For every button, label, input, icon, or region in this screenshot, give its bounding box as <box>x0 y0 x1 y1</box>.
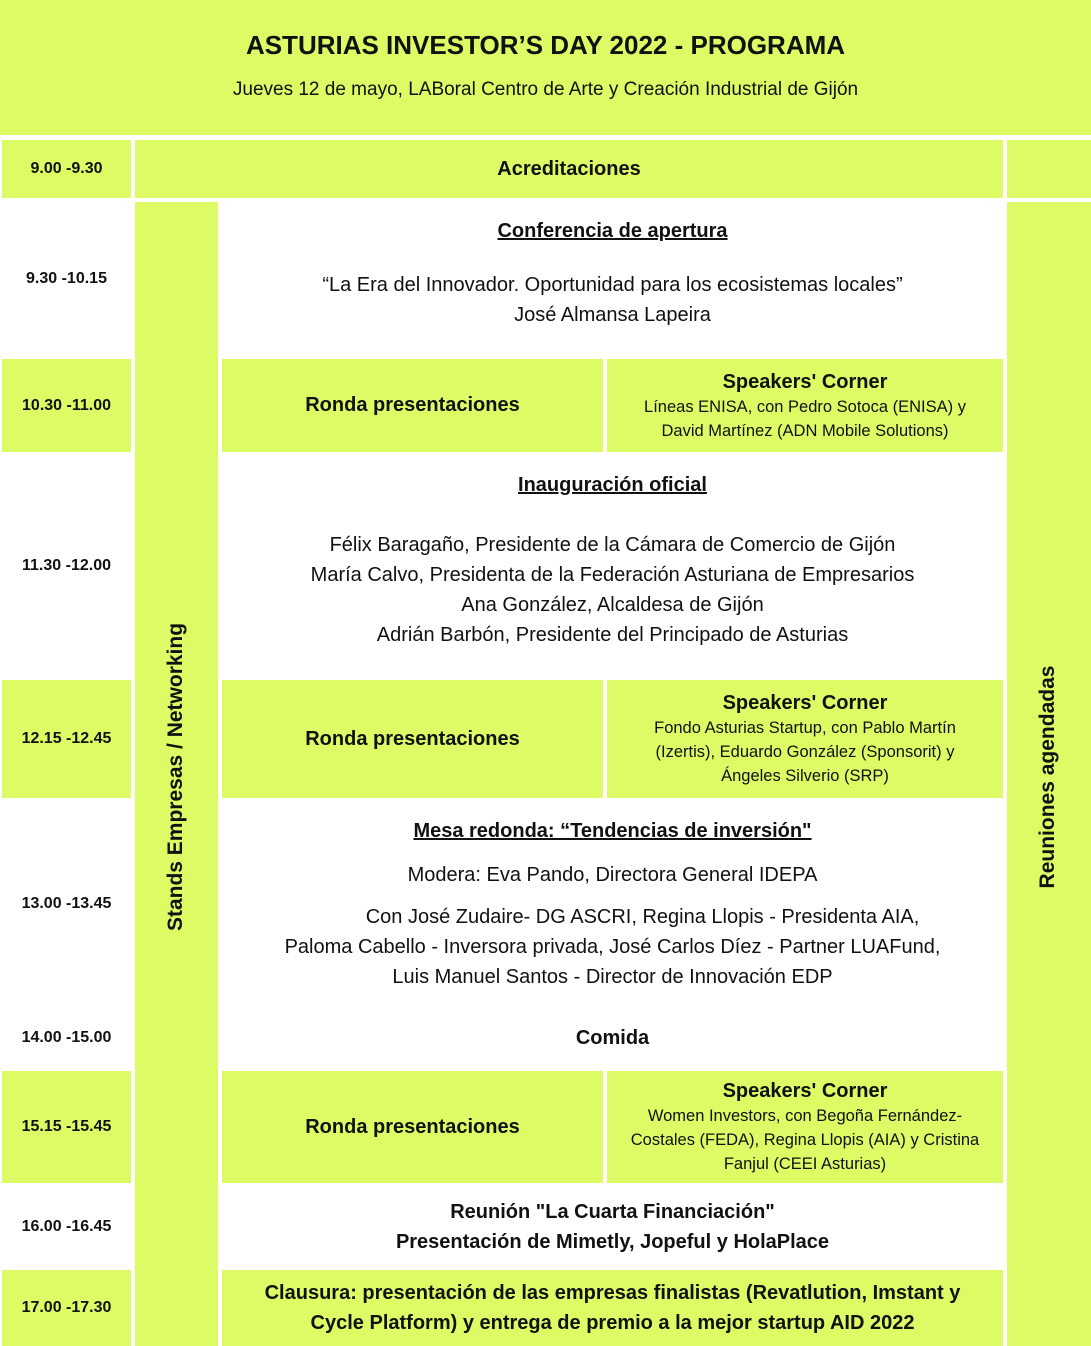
ronda-presentaciones: Ronda presentaciones <box>222 680 603 798</box>
page-title: ASTURIAS INVESTOR’S DAY 2022 - PROGRAMA <box>245 30 846 60</box>
header <box>0 0 1091 135</box>
time-cell: 12.15 -12.45 <box>2 680 131 798</box>
session-line: Presentación de Mimetly, Jopeful y HolaPlace <box>395 1230 830 1253</box>
speakers-line: David Martínez (ADN Mobile Solutions) <box>661 421 949 440</box>
session-line: Cycle Platform) y entrega de premio a la mejor startup AID 2022 <box>310 1312 915 1334</box>
session-line: Con José Zudaire- DG ASCRI, Regina Llopis - Presidenta AIA, <box>365 906 920 928</box>
reuniones-label: Reuniones agendadas <box>1036 665 1059 889</box>
session-line: Paloma Cabello - Inversora privada, José Carlos Díez - Partner LUAFund, <box>284 936 941 958</box>
speakers-line: Fondo Asturias Startup, con Pablo Martín <box>654 719 956 737</box>
session-cuarta-financiacion <box>222 1187 1003 1266</box>
ronda-presentaciones: Ronda presentaciones <box>222 359 603 452</box>
session-line: Clausura: presentación de las empresas finalistas (Revatlution, Imstant y <box>264 1282 961 1304</box>
right-column-top <box>1007 140 1091 198</box>
speakers-line: Líneas ENISA, con Pedro Sotoca (ENISA) y <box>644 397 966 416</box>
speakers-corner-title: Speakers' Corner <box>722 370 888 393</box>
time-cell: 14.00 -15.00 <box>2 1009 131 1067</box>
speakers-line: Ángeles Silverio (SRP) <box>721 767 889 785</box>
time-cell: 17.00 -17.30 <box>2 1270 131 1346</box>
session-acreditaciones: Acreditaciones <box>135 140 1003 198</box>
time-cell: 9.30 -10.15 <box>2 202 131 356</box>
session-line: Adrián Barbón, Presidente del Principado de Asturias <box>376 624 849 646</box>
speakers-corner-title: Speakers' Corner <box>722 1080 888 1102</box>
session-inauguracion <box>222 456 1003 676</box>
session-line: Luis Manuel Santos - Director de Innovación EDP <box>392 966 833 988</box>
session-line: Ana González, Alcaldesa de Gijón <box>461 594 764 616</box>
speakers-line: Costales (FEDA), Regina Llopis (AIA) y Cristina <box>630 1131 980 1149</box>
speakers-corner <box>607 680 1003 798</box>
time-cell: 11.30 -12.00 <box>2 456 131 676</box>
session-line: “La Era del Innovador. Oportunidad para los ecosistemas locales” <box>322 274 903 296</box>
session-line: María Calvo, Presidenta de la Federación Asturiana de Empresarios <box>310 564 915 586</box>
session-moderator: Modera: Eva Pando, Directora General IDEPA <box>407 864 818 886</box>
speakers-line: Women Investors, con Begoña Fernández- <box>647 1107 963 1125</box>
session-title: Conferencia de apertura <box>497 220 728 242</box>
speakers-line: Fanjul (CEEI Asturias) <box>723 1155 887 1173</box>
session-line: Reunión "La Cuarta Financiación" <box>450 1200 775 1223</box>
speakers-corner-title: Speakers' Corner <box>722 692 888 714</box>
speakers-line: (Izertis), Eduardo González (Sponsorit) y <box>655 743 955 761</box>
session-comida: Comida <box>222 1009 1003 1067</box>
session-conferencia <box>222 202 1003 356</box>
session-line: José Almansa Lapeira <box>514 304 711 326</box>
session-clausura <box>222 1270 1003 1346</box>
time-cell: 13.00 -13.45 <box>2 802 131 1005</box>
session-title: Mesa redonda: “Tendencias de inversión" <box>413 820 812 842</box>
time-cell: 10.30 -11.00 <box>2 359 131 452</box>
speakers-corner <box>607 1071 1003 1183</box>
ronda-presentaciones: Ronda presentaciones <box>222 1071 603 1183</box>
time-cell: 16.00 -16.45 <box>2 1187 131 1266</box>
time-cell: 9.00 -9.30 <box>2 140 131 198</box>
stands-networking-label: Stands Empresas / Networking <box>164 622 187 932</box>
session-line: Félix Baragaño, Presidente de la Cámara de Comercio de Gijón <box>329 534 896 556</box>
page-subtitle: Jueves 12 de mayo, LABoral Centro de Arte y Creación Industrial de Gijón <box>232 79 859 100</box>
session-mesa-redonda <box>222 802 1003 1005</box>
time-cell: 15.15 -15.45 <box>2 1071 131 1183</box>
session-title: Inauguración oficial <box>518 474 707 496</box>
speakers-corner <box>607 359 1003 452</box>
